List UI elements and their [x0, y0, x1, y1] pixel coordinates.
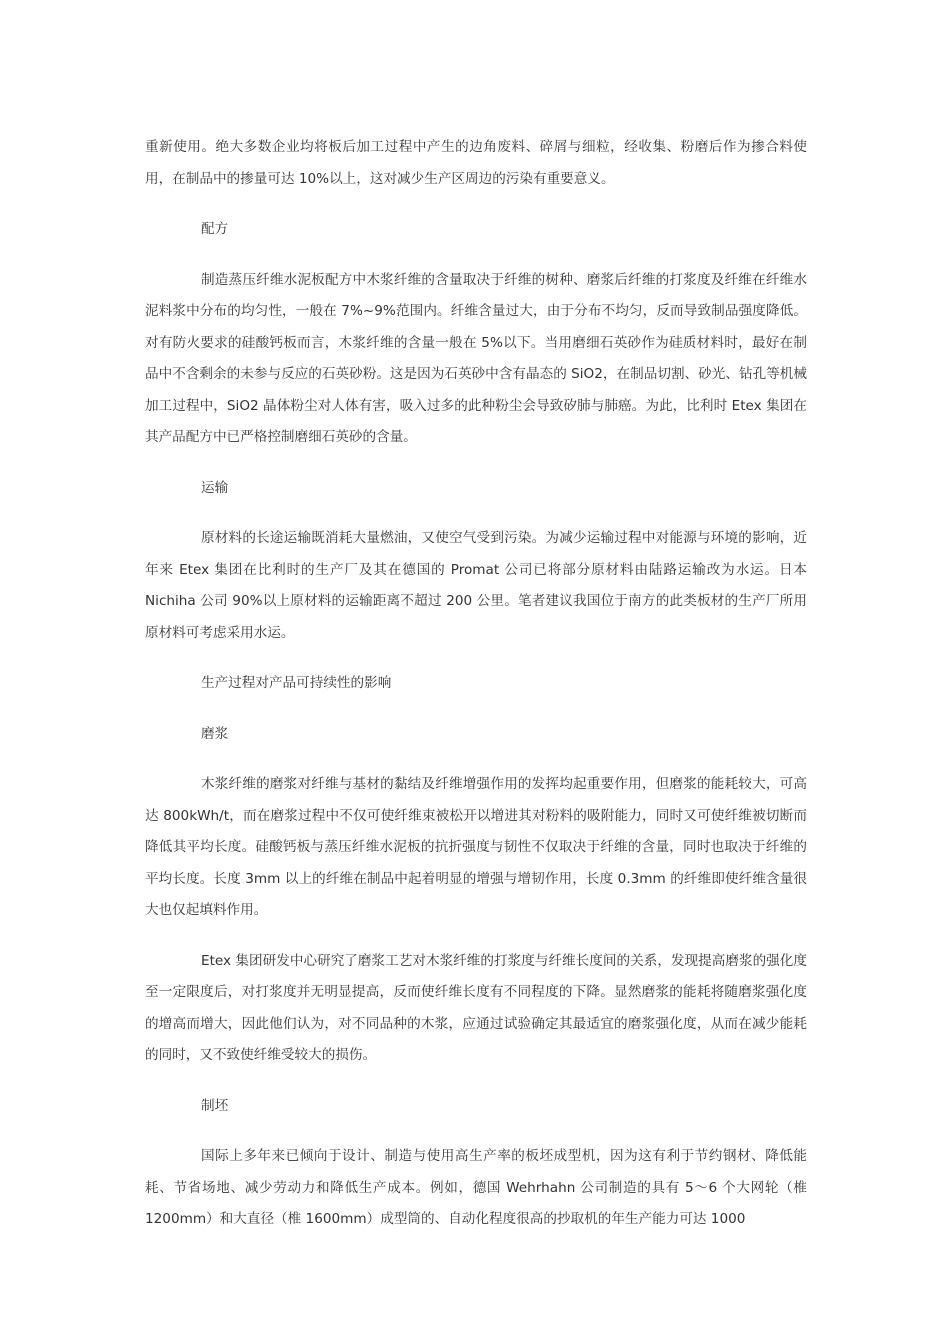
paragraph-formula: 制造蒸压纤维水泥板配方中木浆纤维的含量取决于纤维的树种、磨浆后纤维的打浆度及纤维在纤维水泥料浆中分布的均匀性，一般在 7%~9%范围内。纤维含量过大，由于分布不均匀，反而导致制品强度降低。对有防火要求的硅酸钙板而言，木浆纤维的含量一般在 5%以下。当用磨细石英砂作为硅质材料时，最好在制品中不含剩余的未参与反应的石英砂粉。这是因为石英砂中含有晶态的 SiO2，在制品切割、砂光、钻孔等机械加工过程中，SiO2 晶体粉尘对人体有害，吸入过多的此种粉尘会导致矽肺与肺癌。为此，比利时 Etex 集团在其产品配方中已严格控制磨细石英砂的含量。 — [145, 271, 807, 445]
spacer — [145, 700, 807, 719]
paragraph-waste-reuse: 重新使用。绝大多数企业均将板后加工过程中产生的边角废料、碎屑与细粒，经收集、粉磨后作为掺合料使用，在制品中的掺量可达 10%以上，这对减少生产区周边的污染有重要意义。 — [145, 139, 807, 187]
document-page — [145, 132, 807, 1236]
spacer — [145, 649, 807, 668]
spacer — [145, 750, 807, 769]
paragraph-forming: 国际上多年来已倾向于设计、制造与使用高生产率的板坯成型机，因为这有利于节约钢材、降低能耗、节省场地、减少劳动力和降低生产成本。例如，德国 Wehrhahn 公司制造的具有 5～6 个大网轮（椎 1200mm）和大直径（椎 1600mm）成型筒的、自动化程度很高的抄取机的年生产能力可达 1000 — [145, 1148, 807, 1227]
spacer — [145, 454, 807, 473]
spacer — [145, 1122, 807, 1141]
section-heading-formula: 配方 — [201, 221, 229, 237]
section-heading-production-impact: 生产过程对产品可持续性的影响 — [201, 675, 392, 691]
section-heading-transport: 运输 — [201, 479, 229, 496]
spacer — [145, 504, 807, 523]
paragraph-refining-2: Etex 集团研发中心研究了磨浆工艺对木浆纤维的打浆度与纤维长度间的关系，发现提高磨浆的强化度至一定限度后，对打浆度并无明显提高，反而使纤维长度有不同程度的下降。显然磨浆的能耗将随磨浆强化度的增高而增大，因此他们认为，对不同品种的木浆，应通过试验确定其最适宜的磨浆强化度，从而在减少能耗的同时，又不致使纤维受较大的损伤。 — [145, 952, 807, 1063]
spacer — [145, 195, 807, 214]
section-heading-refining: 磨浆 — [201, 725, 229, 742]
spacer — [145, 246, 807, 265]
paragraph-transport: 原材料的长途运输既消耗大量燃油，又使空气受到污染。为减少运输过程中对能源与环境的影响，近年来 Etex 集团在比利时的生产厂及其在德国的 Promat 公司已将部分原材料由陆路运输改为水运。日本 Nichiha 公司 90%以上原材料的运输距离不超过 200 公里。笔者建议我国位于南方的此类板材的生产厂所用原材料可考虑采用水运。 — [145, 530, 807, 641]
spacer — [145, 1072, 807, 1091]
section-heading-forming: 制坯 — [201, 1097, 229, 1114]
spacer — [145, 927, 807, 946]
paragraph-refining-1: 木浆纤维的磨浆对纤维与基材的黏结及纤维增强作用的发挥均起重要作用，但磨浆的能耗较大，可高达 800kWh/t，而在磨浆过程中不仅可使纤维束被松开以增进其对粉料的吸附能力，同时又可使纤维被切断而降低其平均长度。硅酸钙板与蒸压纤维水泥板的抗折强度与韧性不仅取决于纤维的含量，同时也取决于纤维的平均长度。长度 3mm 以上的纤维在制品中起着明显的增强与增韧作用，长度 0.3mm 的纤维即使纤维含量很大也仅起填料作用。 — [145, 776, 807, 918]
